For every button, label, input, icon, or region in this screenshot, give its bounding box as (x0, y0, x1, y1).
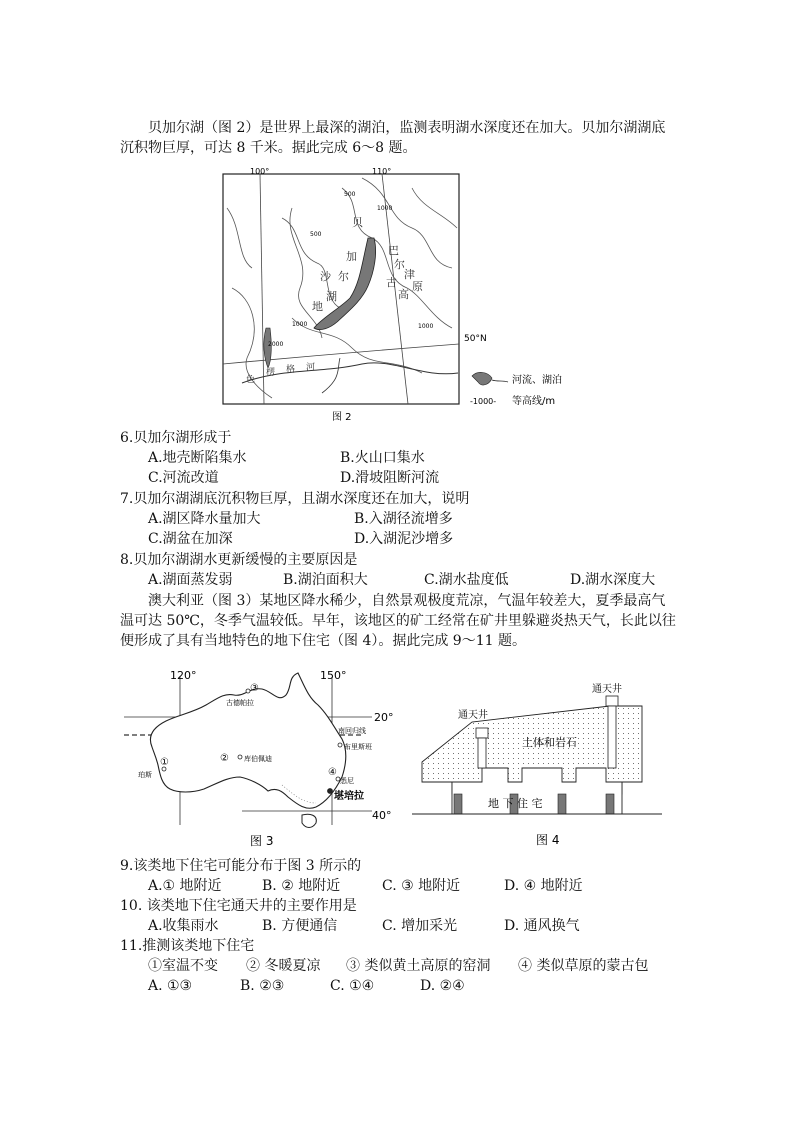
figure-3-australia-map (122, 665, 407, 855)
shaft-label-left: 通天井 (458, 710, 488, 721)
map-char: 色 (246, 375, 256, 385)
city-gudebala-label: 古德帕拉 (226, 699, 254, 707)
longitude-line-100 (260, 174, 264, 404)
city-brisbane-label: 布里斯班 (344, 743, 372, 751)
lake-baikal (314, 238, 376, 330)
q6-option-b: B.火山口集水 (340, 450, 425, 466)
city-kubo-dot (238, 755, 242, 759)
figure-4-caption: 图 4 (536, 833, 560, 847)
q10-stem: 10. 该类地下住宅通天井的主要作用是 (120, 898, 357, 914)
lat-label-50n: 50°N (464, 334, 487, 344)
q9-option-d: D. ④ 地附近 (504, 878, 583, 894)
city-canberra-label: 堪培拉 (334, 791, 364, 802)
map-char: 古 (386, 276, 397, 289)
map-char: 津 (404, 268, 415, 281)
marker-3: ③ (250, 683, 259, 694)
map-char: 原 (412, 280, 423, 293)
tropic-label: 南回归线 (338, 727, 366, 735)
q7-option-c: C.湖盆在加深 (148, 531, 233, 547)
map-char: 贝 (352, 216, 363, 229)
q9-option-a: A.① 地附近 (148, 878, 222, 894)
map-char: 加 (346, 250, 357, 263)
q10-option-a: A.收集雨水 (148, 918, 219, 934)
q11-stem: 11.推测该类地下住宅 (120, 938, 255, 954)
tasmania-outline (302, 814, 316, 827)
contour-label: 500 (344, 191, 356, 198)
small-lake (264, 328, 271, 368)
figure-2-baikal-map (222, 168, 592, 426)
contour-line (412, 188, 457, 228)
q8-option-d: D.湖水深度大 (570, 572, 656, 588)
lon-label-100: 100° (250, 168, 270, 176)
q11-statement-1: ①室温不变 (148, 958, 218, 974)
lon-label-120: 120° (170, 669, 197, 682)
q7-option-a: A.湖区降水量加大 (148, 511, 261, 527)
q11-option-d: D. ②④ (420, 978, 465, 994)
q11-statement-2: ② 冬暖夏凉 (246, 958, 321, 974)
pillar (454, 794, 462, 814)
map-char: 尔 (338, 270, 349, 283)
latitude-line-50 (223, 344, 459, 364)
figure-2-caption: 图 2 (332, 412, 352, 423)
map-char: 河 (306, 363, 316, 373)
legend-contour-sample: -1000- (470, 397, 497, 406)
city-canberra-dot (328, 789, 333, 794)
q6-option-d: D.滑坡阻断河流 (340, 470, 440, 486)
figure-3-caption: 图 3 (250, 834, 274, 848)
house-label: 地 下 住 宅 (488, 797, 543, 810)
contour-label: 500 (310, 231, 322, 238)
intro2-line-2: 温可达 50℃，冬季气温较低。早年，该地区的矿工经常在矿井里躲避炎热天气，长此以往 (120, 613, 676, 629)
q9-option-b: B. ② 地附近 (262, 878, 341, 894)
q10-option-b: B. 方便通信 (262, 918, 338, 934)
q6-stem: 6.贝加尔湖形成于 (120, 430, 232, 446)
contour-label: 2000 (268, 341, 284, 348)
legend-lake-symbol (472, 372, 492, 385)
q11-option-c: C. ①④ (330, 978, 375, 994)
legend-contour-label: 等高线/m (512, 396, 556, 407)
pillar (606, 794, 614, 814)
lon-label-150: 150° (320, 669, 347, 682)
figure-4-underground-house (412, 682, 662, 852)
contour-line (290, 208, 322, 338)
q11-option-a: A. ①③ (148, 978, 193, 994)
q8-option-c: C.湖水盐度低 (424, 572, 509, 588)
shaft-cap-left (476, 728, 488, 738)
q10-option-d: D. 通风换气 (504, 918, 580, 934)
q11-statement-3: ③ 类似黄土高原的窑洞 (346, 958, 491, 974)
legend-lake-label: 河流、湖泊 (512, 375, 562, 386)
q6-option-a: A.地壳断陷集水 (148, 450, 247, 466)
map-char: 楞 (266, 368, 276, 378)
marker-1: ① (160, 757, 169, 768)
rock-label: 土体和岩石 (522, 736, 577, 749)
intro-line-2: 沉积物巨厚，可达 8 千米。据此完成 6～8 题。 (120, 140, 417, 156)
q11-option-b: B. ②③ (240, 978, 285, 994)
contour-line (227, 208, 252, 268)
map-char: 格 (286, 365, 296, 375)
city-sydney-label: 悉尼 (340, 777, 354, 785)
legend-river-symbol (492, 380, 508, 382)
q8-stem: 8.贝加尔湖湖水更新缓慢的主要原因是 (120, 552, 358, 568)
lat-label-40: 40° (372, 809, 392, 822)
city-brisbane-dot (338, 743, 342, 747)
q7-option-b: B.入湖径流增多 (354, 511, 453, 527)
river-tributary (322, 358, 340, 393)
shaft-right (608, 706, 616, 768)
map-char: 地 (312, 300, 323, 313)
q10-option-c: C. 增加采光 (382, 918, 458, 934)
map-char: 尔 (394, 258, 405, 271)
map-char: 高 (398, 288, 409, 301)
map-char: 巴 (388, 244, 399, 257)
q8-option-b: B.湖泊面积大 (283, 572, 368, 588)
pillar (558, 794, 566, 814)
lat-label-20: 20° (374, 711, 394, 724)
q7-option-d: D.入湖泥沙增多 (354, 531, 454, 547)
shaft-left (478, 738, 486, 768)
q8-option-a: A.湖面蒸发弱 (148, 572, 233, 588)
q11-statement-4: ④ 类似草原的蒙古包 (518, 958, 649, 974)
lon-label-110: 110° (372, 168, 392, 176)
marker-2: ② (220, 753, 229, 764)
contour-label: 1000 (377, 205, 393, 212)
city-kubo-label: 库伯佩迪 (244, 755, 272, 763)
contour-label: 1000 (418, 323, 434, 330)
map-char: 沙 (320, 270, 331, 283)
contour-label: 1000 (292, 321, 308, 328)
city-bosi-label: 珀斯 (138, 771, 152, 779)
map-frame (223, 174, 459, 404)
marker-4: ④ (328, 767, 337, 778)
intro-line-1: 贝加尔湖（图 2）是世界上最深的湖泊，监测表明湖水深度还在加大。贝加尔湖湖底 (148, 120, 666, 136)
q9-stem: 9.该类地下住宅可能分布于图 3 所示的 (120, 858, 362, 874)
intro2-line-3: 便形成了具有当地特色的地下住宅（图 4）。据此完成 9～11 题。 (120, 633, 526, 649)
shaft-label-right: 通天井 (592, 684, 622, 695)
intro2-line-1: 澳大利亚（图 3）某地区降水稀少，自然景观极度荒凉，气温年较差大，夏季最高气 (148, 593, 666, 609)
q9-option-c: C. ③ 地附近 (382, 878, 461, 894)
q7-stem: 7.贝加尔湖湖底沉积物巨厚，且湖水深度还在加大，说明 (120, 491, 470, 507)
map-char: 湖 (326, 290, 337, 303)
q6-option-c: C.河流改道 (148, 470, 219, 486)
shaft-cap-right (606, 696, 618, 706)
